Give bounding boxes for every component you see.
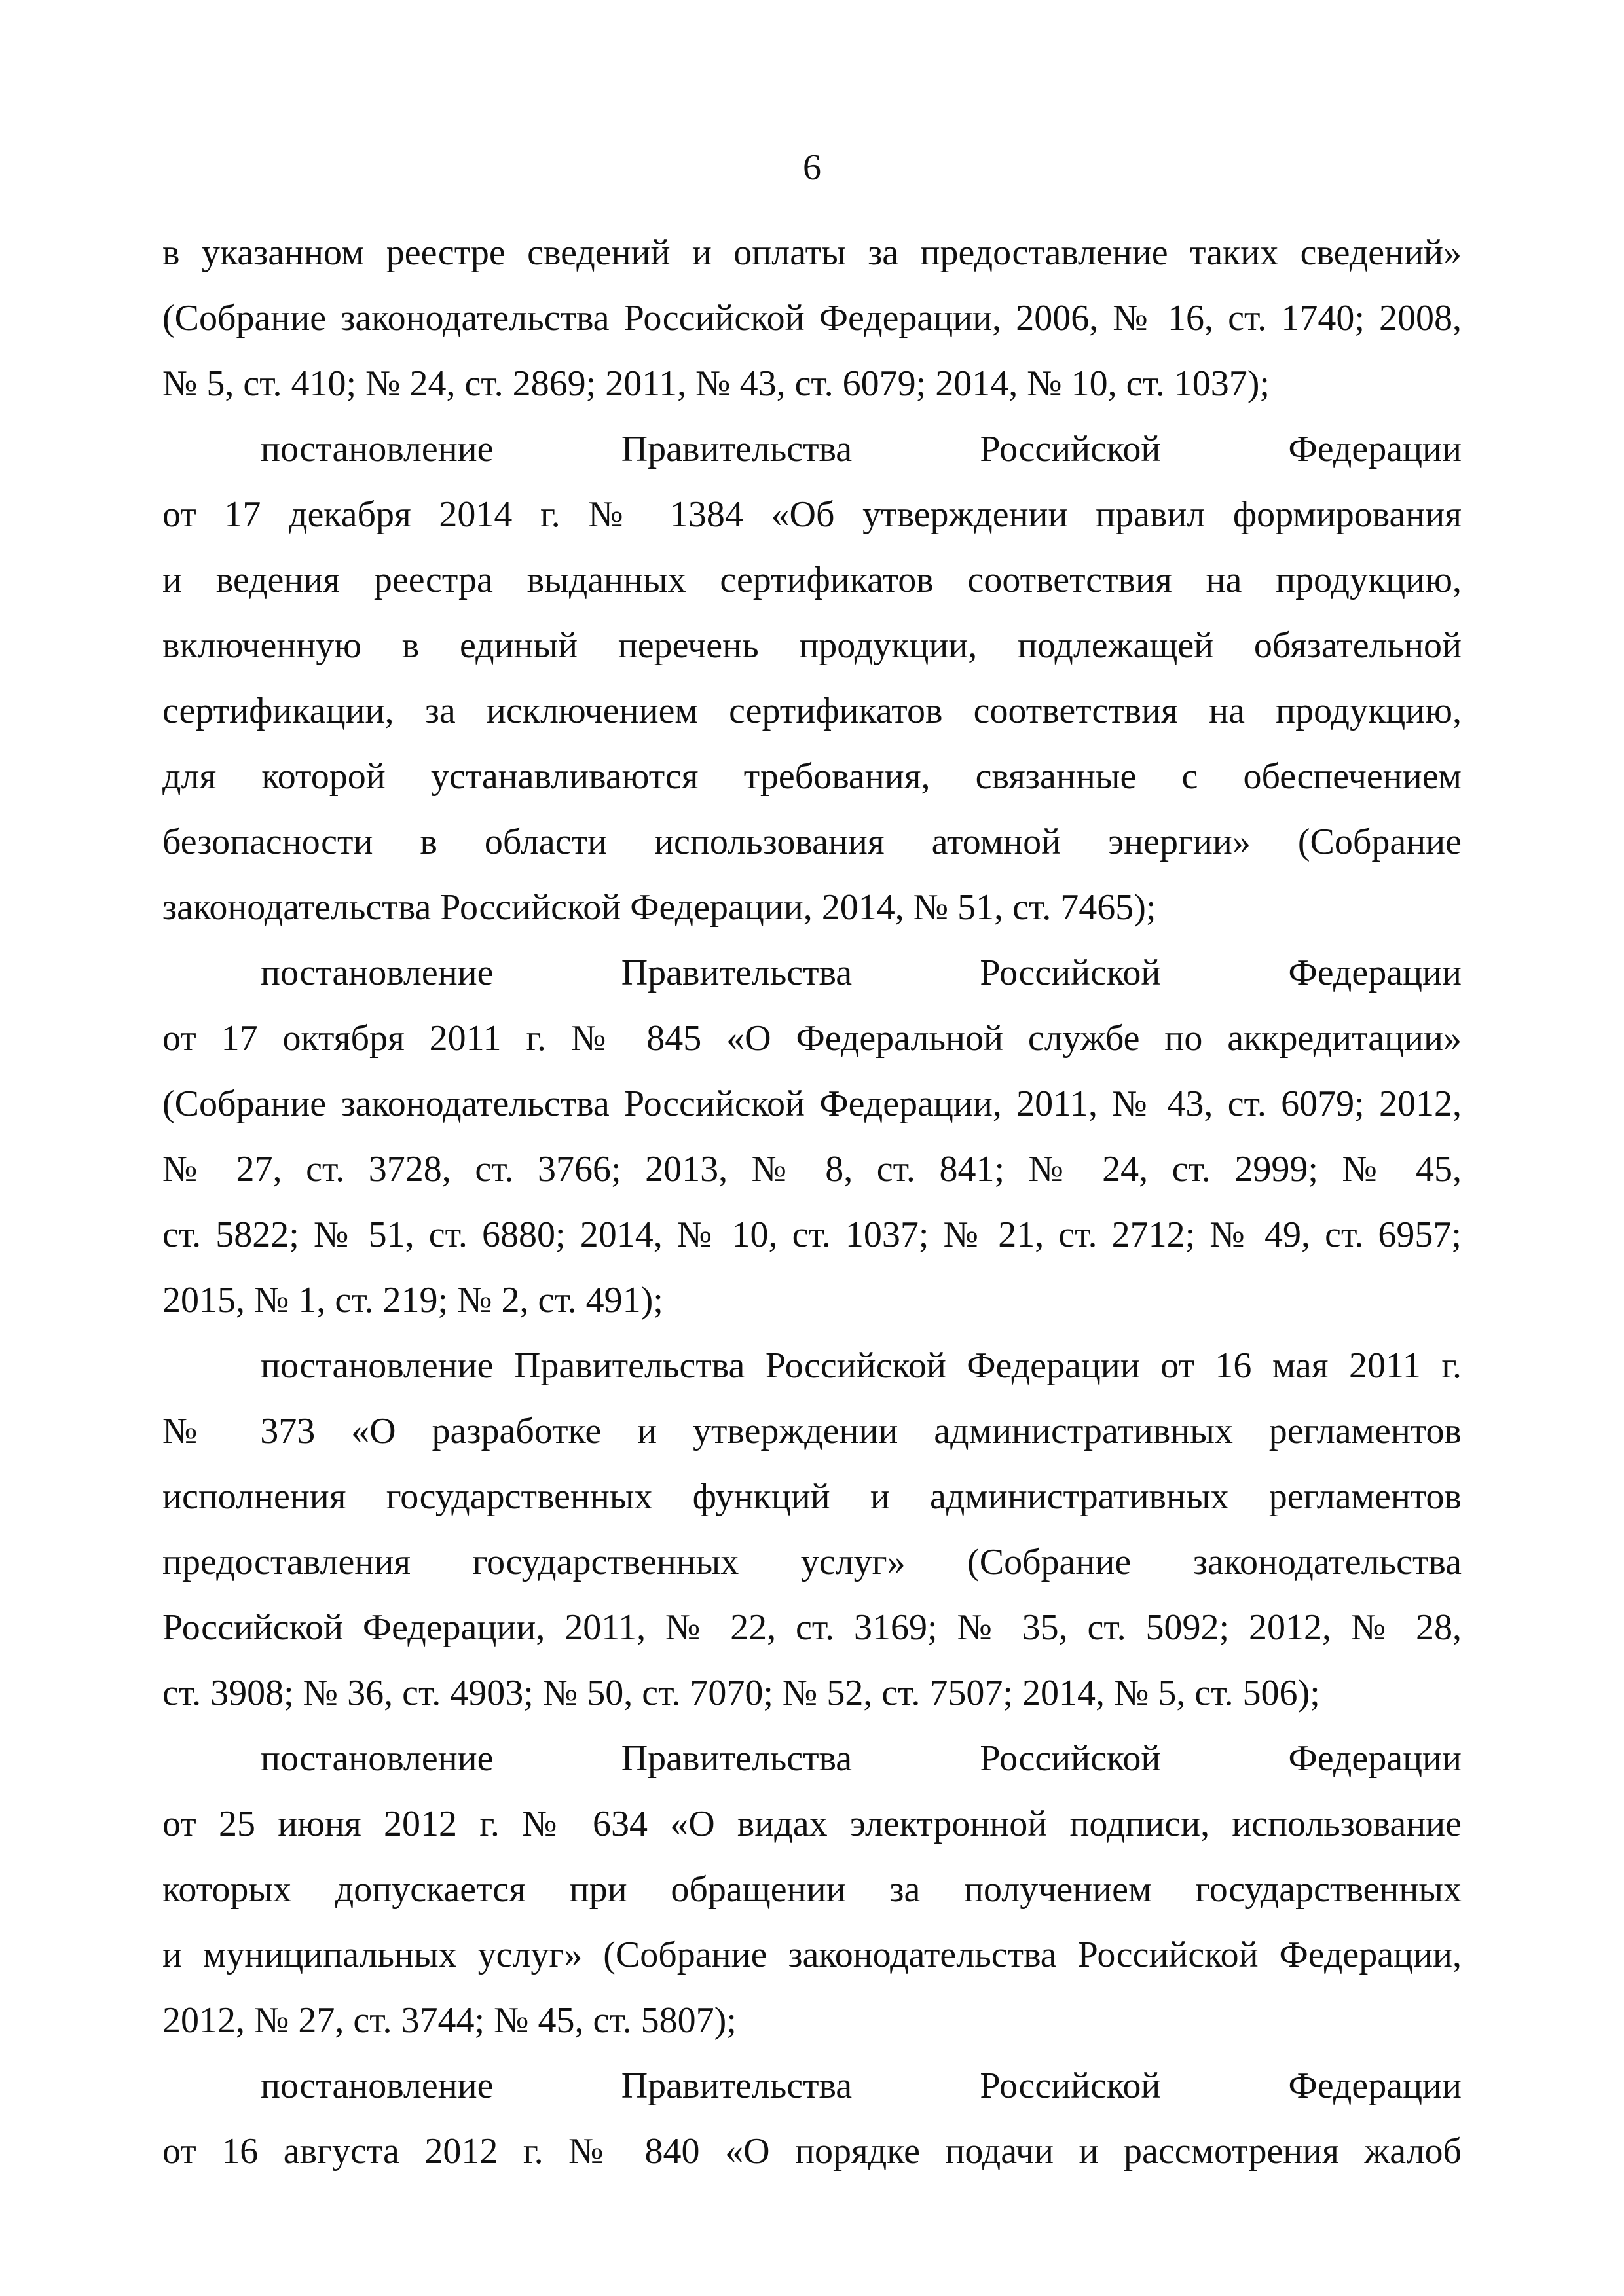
paragraph-start-line: постановление Правительства Российской Федерации xyxy=(261,953,1462,993)
text-line: сертификации, за исключением сертификатов соответствия на продукцию, xyxy=(162,691,1462,731)
text-line: безопасности в области использования атомной энергии» (Собрание xyxy=(162,822,1462,862)
text-line: от 16 августа 2012 г. № 840 «О порядке подачи и рассмотрения жалоб xyxy=(162,2131,1462,2172)
text-line: ст. 5822; № 51, ст. 6880; 2014, № 10, ст. 1037; № 21, ст. 2712; № 49, ст. 6957; xyxy=(162,1214,1462,1255)
text-line: предоставления государственных услуг» (Собрание законодательства xyxy=(162,1542,1462,1582)
text-line: законодательства Российской Федерации, 2014, № 51, ст. 7465); xyxy=(162,887,1156,928)
text-line: № 373 «О разработке и утверждении административных регламентов xyxy=(162,1411,1462,1451)
page-number: 6 xyxy=(803,147,821,188)
text-line: 2015, № 1, ст. 219; № 2, ст. 491); xyxy=(162,1280,663,1321)
text-line: от 25 июня 2012 г. № 634 «О видах электронной подписи, использование xyxy=(162,1804,1462,1844)
paragraph-start-line: постановление Правительства Российской Федерации xyxy=(261,2066,1462,2106)
text-line: № 5, ст. 410; № 24, ст. 2869; 2011, № 43, ст. 6079; 2014, № 10, ст. 1037); xyxy=(162,363,1270,404)
text-line: и муниципальных услуг» (Собрание законодательства Российской Федерации, xyxy=(162,1935,1462,1975)
text-line: для которой устанавливаются требования, связанные с обеспечением xyxy=(162,756,1462,797)
text-line: и ведения реестра выданных сертификатов соответствия на продукцию, xyxy=(162,560,1462,600)
text-line: исполнения государственных функций и административных регламентов xyxy=(162,1476,1462,1517)
paragraph-start-line: постановление Правительства Российской Федерации xyxy=(261,1738,1462,1779)
text-line: ст. 3908; № 36, ст. 4903; № 50, ст. 7070; № 52, ст. 7507; 2014, № 5, ст. 506); xyxy=(162,1673,1320,1713)
text-line: 2012, № 27, ст. 3744; № 45, ст. 5807); xyxy=(162,2000,737,2041)
text-line: Российской Федерации, 2011, № 22, ст. 3169; № 35, ст. 5092; 2012, № 28, xyxy=(162,1607,1462,1648)
text-line: включенную в единый перечень продукции, подлежащей обязательной xyxy=(162,625,1462,666)
text-line: от 17 декабря 2014 г. № 1384 «Об утверждении правил формирования xyxy=(162,494,1462,535)
text-line: в указанном реестре сведений и оплаты за предоставление таких сведений» xyxy=(162,232,1462,273)
text-line: (Собрание законодательства Российской Федерации, 2011, № 43, ст. 6079; 2012, xyxy=(162,1084,1462,1124)
paragraph-start-line: постановление Правительства Российской Федерации от 16 мая 2011 г. xyxy=(261,1345,1462,1386)
text-line: которых допускается при обращении за получением государственных xyxy=(162,1869,1462,1910)
text-line: (Собрание законодательства Российской Федерации, 2006, № 16, ст. 1740; 2008, xyxy=(162,298,1462,338)
text-line: от 17 октября 2011 г. № 845 «О Федеральной службе по аккредитации» xyxy=(162,1018,1462,1059)
paragraph-start-line: постановление Правительства Российской Федерации xyxy=(261,429,1462,469)
text-line: № 27, ст. 3728, ст. 3766; 2013, № 8, ст. 841; № 24, ст. 2999; № 45, xyxy=(162,1149,1462,1190)
